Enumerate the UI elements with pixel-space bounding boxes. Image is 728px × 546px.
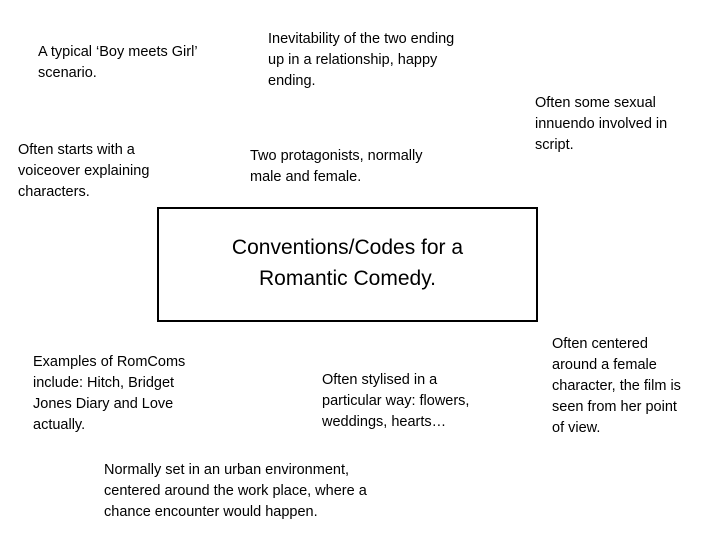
note-urban-setting: Normally set in an urban environment, centered around the work place, where a chance encounter would happen. <box>104 462 367 520</box>
page-title: Conventions/Codes for a Romantic Comedy. <box>231 236 464 290</box>
note-boy-meets-girl: A typical ‘Boy meets Girl’ scenario. <box>38 44 198 81</box>
note-examples: Examples of RomComs include: Hitch, Bridget Jones Diary and Love actually. <box>33 354 186 433</box>
note-voiceover: Often starts with a voiceover explaining characters. <box>18 142 150 200</box>
note-female-centered: Often centered around a female character, the film is seen from her point of view. <box>552 336 681 436</box>
note-inevitability: Inevitability of the two ending up in a relationship, happy ending. <box>268 31 455 89</box>
note-sexual-innuendo: Often some sexual innuendo involved in script. <box>535 95 668 153</box>
note-stylised: Often stylised in a particular way: flowers, weddings, hearts… <box>322 372 470 430</box>
note-protagonists: Two protagonists, normally male and female. <box>250 148 423 185</box>
